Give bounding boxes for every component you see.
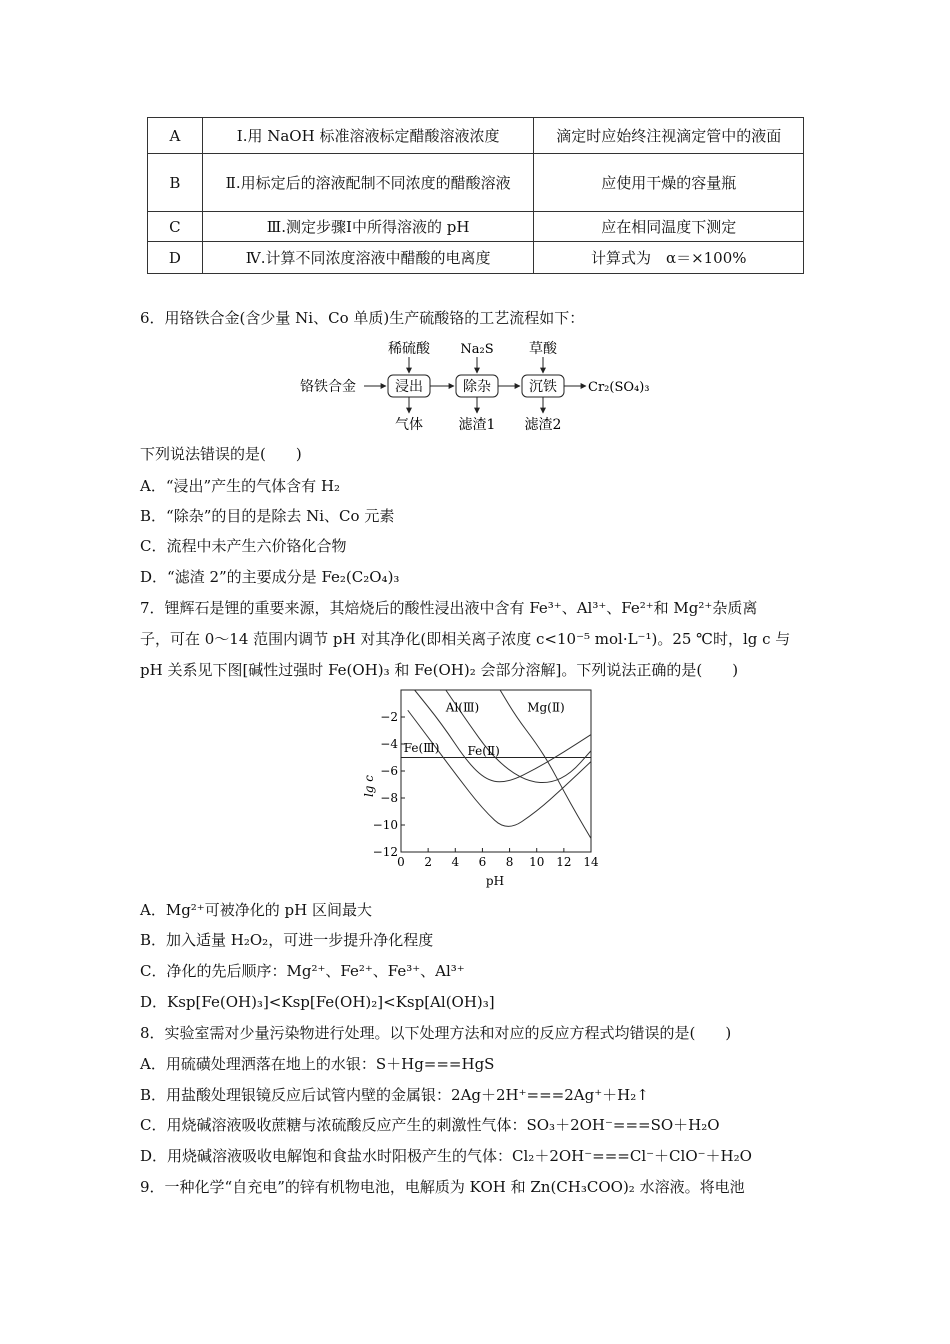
series-label-3: Mg(Ⅱ) [527,700,565,715]
flow-input-1: 稀硫酸 [388,341,430,357]
series-label-1: Al(Ⅲ) [445,700,480,715]
table-cell-note: 应使用干燥的容量瓶 [534,154,804,212]
y-axis-label: lg c [362,774,376,798]
q8-option-c: C．用烧碱溶液吸收蔗糖与浓硫酸反应产生的刺激性气体：SO₃＋2OH⁻===SO＋H₂O [140,1116,720,1134]
x-tick-label: 2 [424,855,432,869]
y-tick-label: −4 [380,737,398,751]
table-row-label: D [148,242,203,274]
series-line-0 [408,710,591,826]
flow-start: 铬铁合金 [300,379,356,395]
y-tick-label: −10 [372,818,398,832]
q6-option-d: D．“滤渣 2”的主要成分是 Fe₂(C₂O₄)₃ [140,568,400,586]
table-cell-step: Ⅰ.用 NaOH 标准溶液标定醋酸溶液浓度 [202,118,534,154]
q7-line-1: 7．锂辉石是锂的重要来源，其焙烧后的酸性浸出液中含有 Fe³⁺、Al³⁺、Fe²⁺和 Mg²⁺杂质离 [140,599,758,617]
flow-input-3: 草酸 [529,341,557,357]
q7-option-a: A．Mg²⁺可被净化的 pH 区间最大 [140,901,372,919]
process-flow-diagram [290,336,670,436]
q8-option-b: B．用盐酸处理银镜反应后试管内壁的金属银：2Ag＋2H⁺===2Ag⁺＋H₂↑ [140,1086,649,1104]
q8-option-a: A．用硫磺处理洒落在地上的水银：S＋Hg===HgS [140,1055,495,1073]
x-tick-label: 6 [478,855,487,869]
q7-line-3: pH 关系见下图[碱性过强时 Fe(OH)₃ 和 Fe(OH)₂ 会部分溶解]。下列说法正确的是( ) [140,661,739,679]
q7-option-c: C．净化的先后顺序：Mg²⁺、Fe²⁺、Fe³⁺、Al³⁺ [140,962,465,980]
q6-option-c: C．流程中未产生六价铬化合物 [140,537,347,555]
table-row-label: A [148,118,203,154]
q7-option-b: B．加入适量 H₂O₂，可进一步提升净化程度 [140,931,434,949]
x-tick-label: 0 [397,855,405,869]
y-tick-label: −2 [380,710,398,724]
lgc-ph-chart [355,684,605,889]
table-cell-note: 滴定时应始终注视滴定管中的液面 [534,118,804,154]
table-cell-step: Ⅳ.计算不同浓度溶液中醋酸的电离度 [202,242,534,274]
flow-output-1: 气体 [395,417,423,433]
y-tick-label: −6 [380,764,398,778]
x-tick-label: 8 [505,855,514,869]
q6-option-b: B．“除杂”的目的是除去 Ni、Co 元素 [140,507,395,525]
flow-output-3: 滤渣2 [524,417,562,433]
table-cell-step: Ⅲ.测定步骤Ⅰ中所得溶液的 pH [202,212,534,242]
series-label-0: Fe(Ⅲ) [403,741,440,756]
flow-input-2: Na₂S [460,342,494,357]
x-tick-label: 4 [451,855,460,869]
flow-step-1: 浸出 [395,379,423,395]
table-row-label: C [148,212,203,242]
q6-stem: 6．用铬铁合金(含少量 Ni、Co 单质)生产硫酸铬的工艺流程如下： [140,309,585,327]
series-label-2: Fe(Ⅱ) [467,743,500,758]
flow-step-3: 沉铁 [529,379,557,395]
q6-option-a: A．“浸出”产生的气体含有 H₂ [140,477,341,495]
q7-line-2: 子，可在 0～14 范围内调节 pH 对其净化(即相关离子浓度 c<10⁻⁵ mol·L⁻¹)。25 ℃时，lg c 与 [140,630,791,648]
x-axis-label: pH [485,874,505,888]
flow-output-2: 滤渣1 [458,417,496,433]
q9-stem: 9．一种化学“自充电”的锌有机物电池，电解质为 KOH 和 Zn(CH₃COO)₂ 水溶液。将电池 [140,1178,745,1196]
flow-step-2: 除杂 [463,379,491,395]
options-table [147,117,804,274]
q7-option-d: D．Ksp[Fe(OH)₃]<Ksp[Fe(OH)₂]<Ksp[Al(OH)₃] [140,993,495,1011]
table-cell-note: 计算式为 α＝×100% [534,242,804,274]
x-tick-label: 14 [583,855,599,869]
flow-product: Cr₂(SO₄)₃ [588,380,650,395]
table-cell-step: Ⅱ.用标定后的溶液配制不同浓度的醋酸溶液 [202,154,534,212]
x-tick-label: 10 [529,855,545,869]
q8-stem: 8．实验室需对少量污染物进行处理。以下处理方法和对应的反应方程式均错误的是( ) [140,1024,732,1042]
table-row-label: B [148,154,203,212]
q6-question: 下列说法错误的是( ) [140,445,302,463]
x-tick-label: 12 [556,855,572,869]
table-cell-note: 应在相同温度下测定 [534,212,804,242]
y-tick-label: −8 [380,791,398,805]
y-tick-label: −12 [372,845,398,859]
q8-option-d: D．用烧碱溶液吸收电解饱和食盐水时阳极产生的气体：Cl₂＋2OH⁻===Cl⁻＋ClO⁻＋H₂O [140,1147,752,1165]
